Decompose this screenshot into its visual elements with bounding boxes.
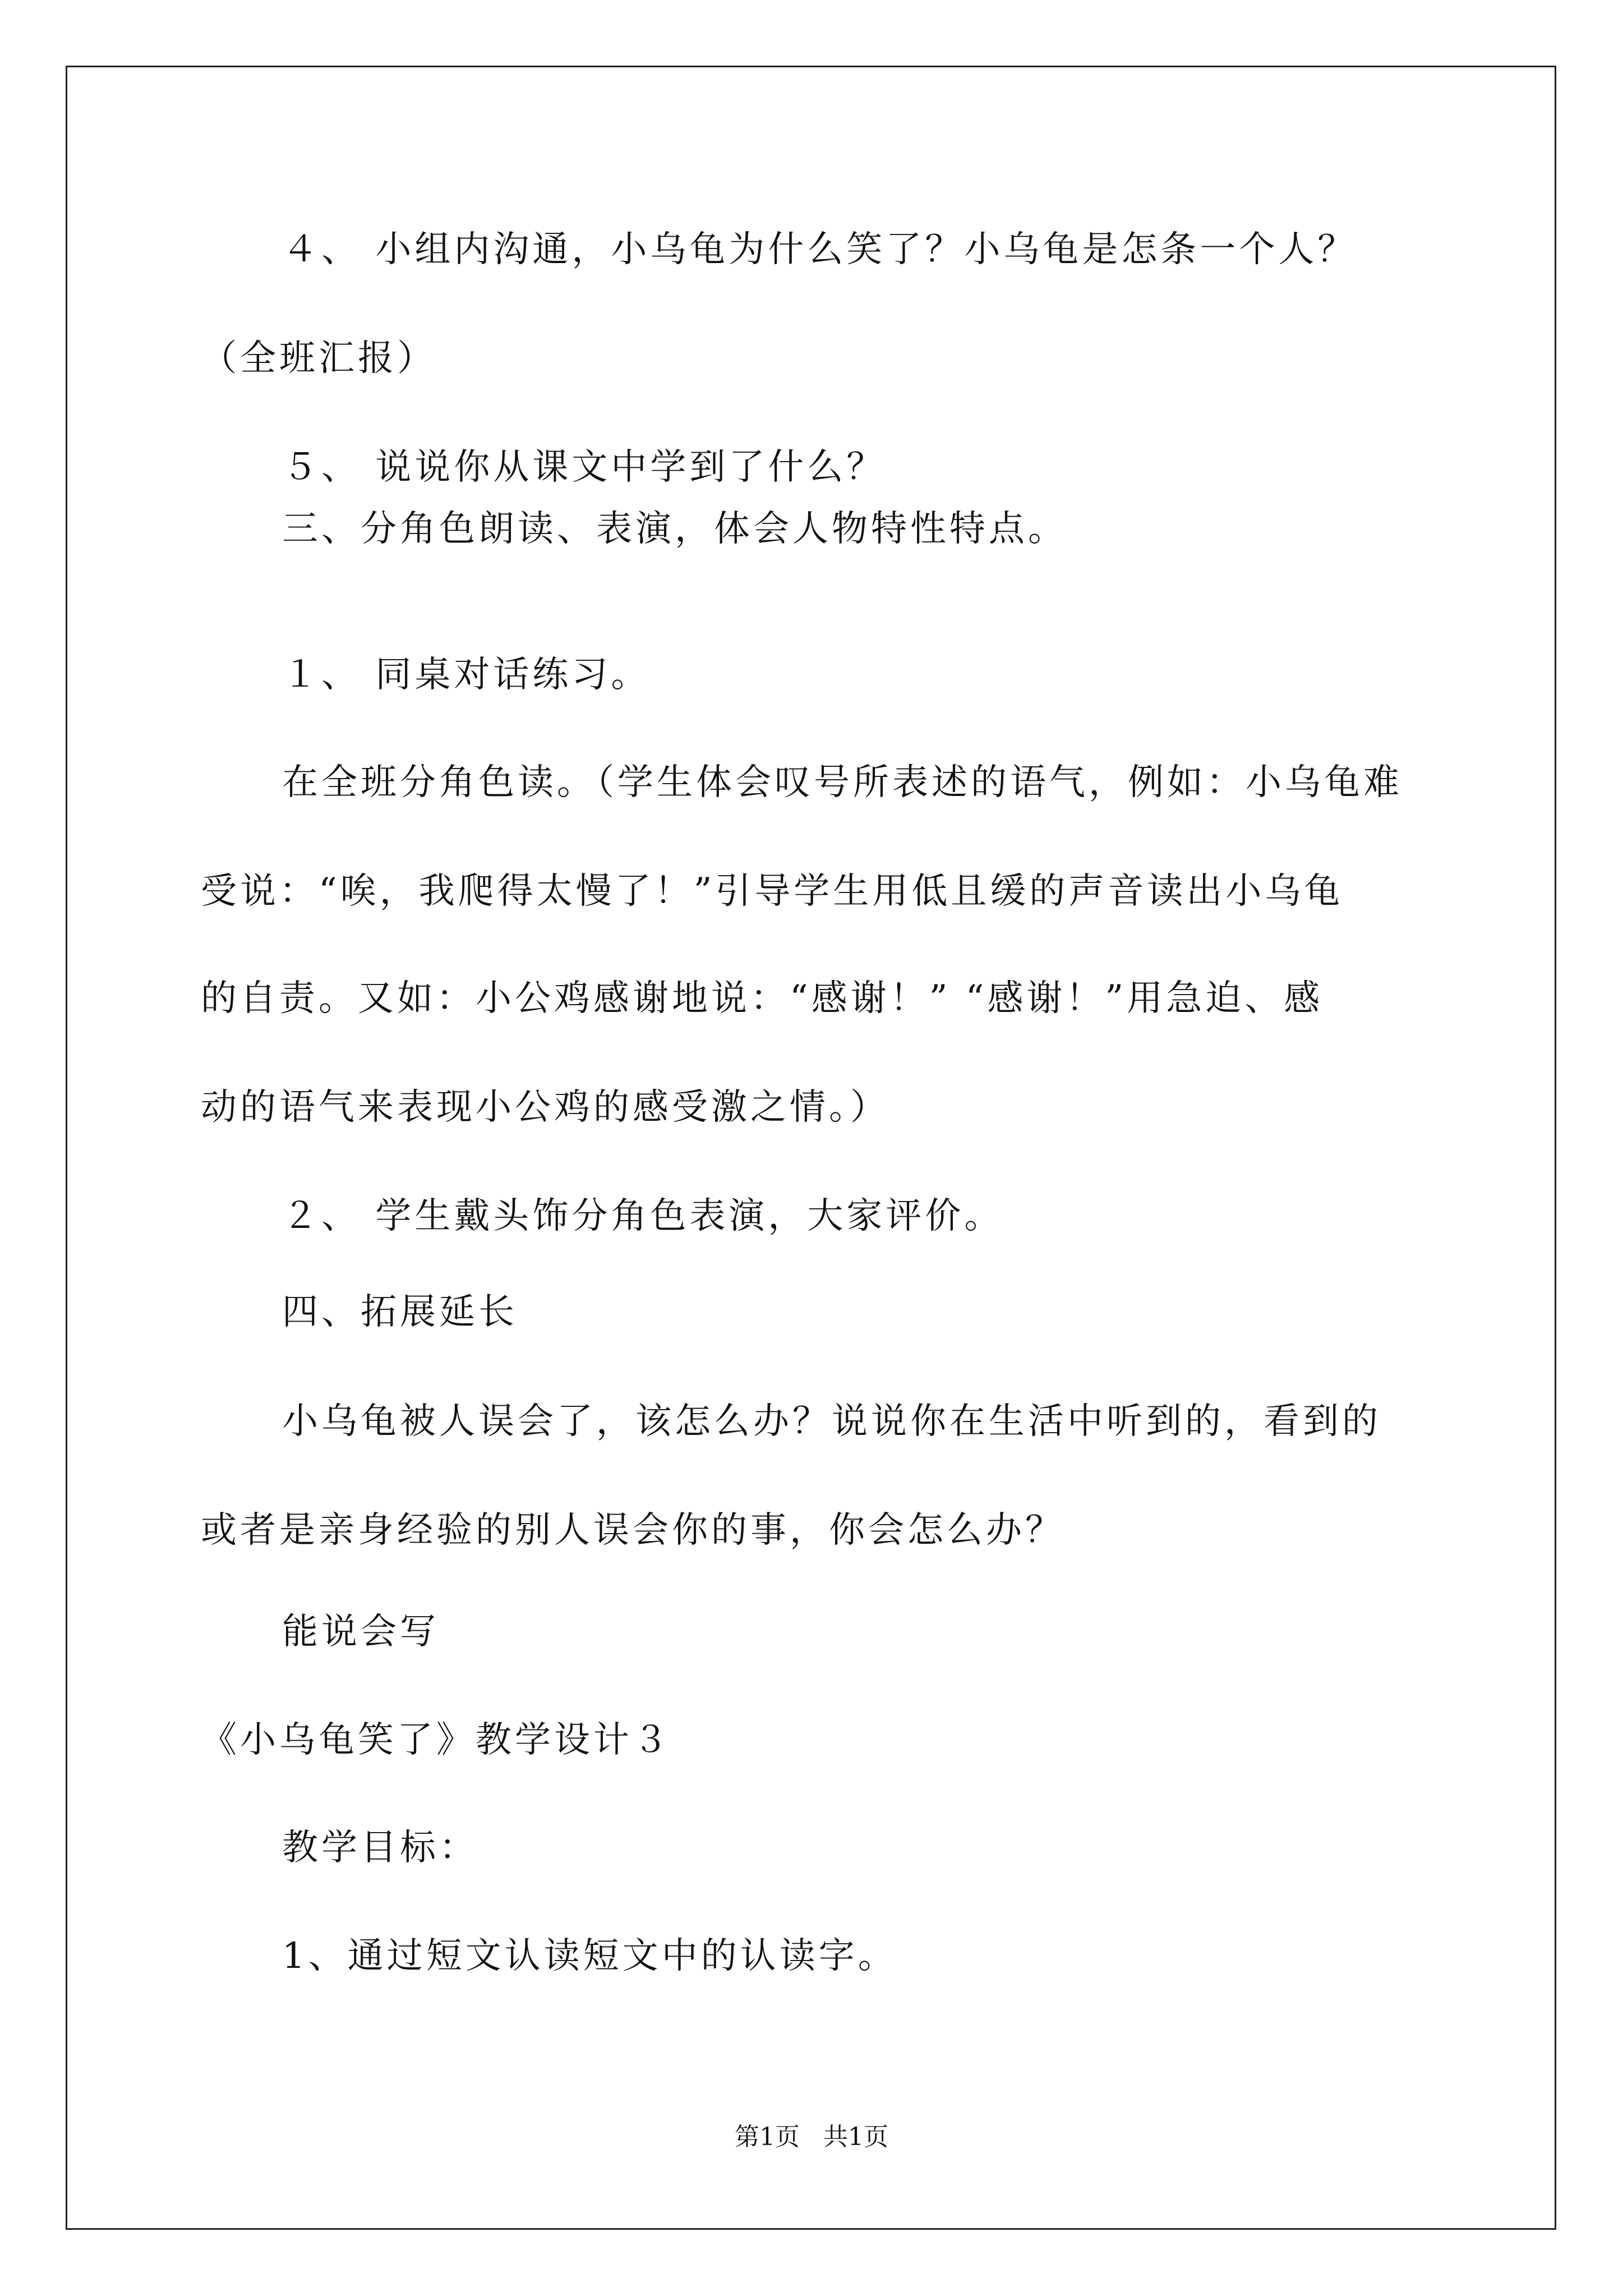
paragraph-line: 的自责。又如：小公鸡感谢地说：“感谢！” “感谢！”用急迫、感 [201,978,1324,1019]
paragraph-line: 在全班分角色读。（学生体会叹号所表述的语气，例如：小乌龟难 [282,762,1403,803]
paragraph-line: 1、通过短文认读短文中的认读字。 [282,1935,897,1977]
section-heading: 三、分角色朗读、表演，体会人物特性特点。 [282,508,1067,550]
paragraph-line: 教学目标： [282,1827,478,1869]
paragraph-line: 或者是亲身经验的别人误会你的事，你会怎么办？ [201,1510,1064,1551]
document-title: 《小乌龟笑了》教学设计３ [201,1719,672,1761]
paragraph-line: 动的语气来表现小公鸡的感受激之情。） [201,1087,889,1128]
page-border [66,66,1556,2230]
paragraph-line: 能说会写 [282,1611,439,1653]
paragraph-line: ２、 学生戴头饰分角色表演，大家评价。 [282,1195,1004,1237]
paragraph-line: ５、 说说你从课文中学到了什么？ [282,447,886,488]
paragraph-line: 受说：“唉，我爬得太慢了！”引导学生用低且缓的声音读出小乌龟 [201,871,1344,912]
section-heading: 四、拓展延长 [282,1291,518,1333]
paragraph-line: １、 同桌对话练习。 [282,654,651,696]
paragraph-line: 小乌龟被人误会了，该怎么办？说说你在生活中听到的，看到的 [282,1401,1381,1442]
paragraph-line: （全班汇报） [201,338,436,379]
page-number: 第1页 共1页 [735,2123,888,2151]
paragraph-line: ４、 小组内沟通，小乌龟为什么笑了？小乌龟是怎条一个人？ [282,229,1357,270]
